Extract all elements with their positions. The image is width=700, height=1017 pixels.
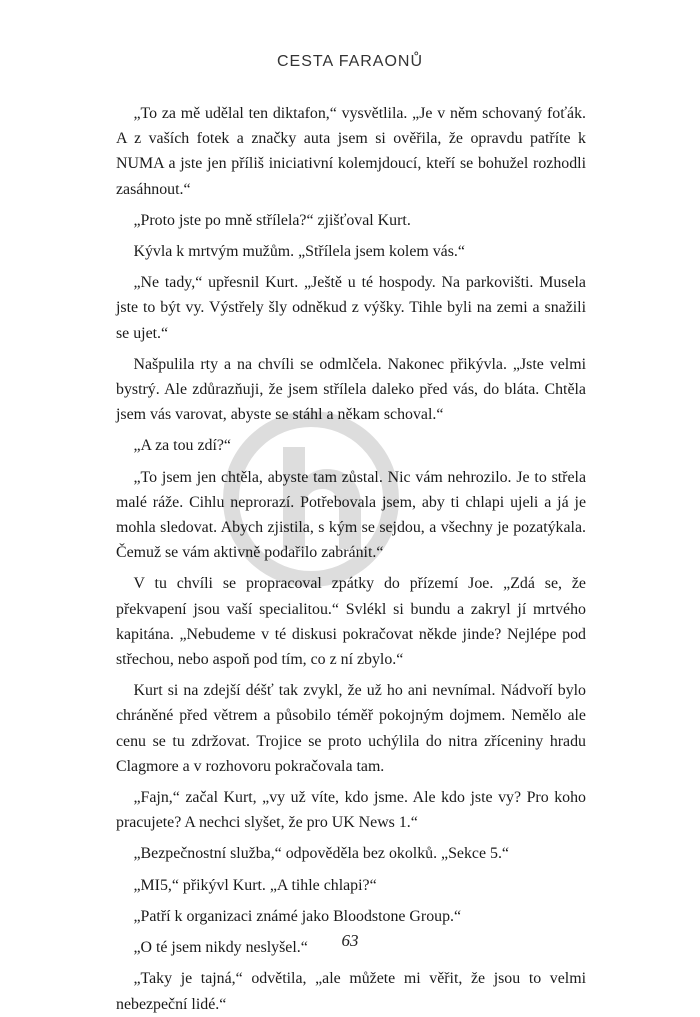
paragraph: Kývla k mrtvým mužům. „Střílela jsem kolem vás.“: [133, 243, 465, 261]
paragraph: „Fajn,“ začal Kurt, „vy už víte, kdo jsme. Ale kdo jste vy? Pro koho pracujete? A nechci slyšet, že pro UK News 1.“: [116, 789, 586, 832]
paragraph: „Taky je tajná,“ odvětila, „ale můžete mi věřit, že jsou to velmi nebezpeční lidé.“: [116, 970, 586, 1013]
paragraph: „A za tou zdí?“: [133, 437, 231, 455]
paragraph: „Bezpečnostní služba,“ odpověděla bez okolků. „Sekce 5.“: [133, 845, 509, 863]
paragraph: „To za mě udělal ten diktafon,“ vysvětlila. „Je v něm schovaný foťák. A z vaších fotek a značky auta jsem si ověřila, že opravdu patříte k NUMA a jste jen příliš iniciativní kolemjdoucí, kteří se bohužel rozhodli zasáhnout.“: [116, 105, 586, 198]
paragraph: „Ne tady,“ upřesnil Kurt. „Ještě u té hospody. Na parkovišti. Musela jste to být vy. Výstřely šly odněkud z výšky. Tihle byli na zemi a snažili se ujet.“: [116, 274, 586, 342]
paragraph: Našpulila rty a na chvíli se odmlčela. Nakonec přikývla. „Jste velmi bystrý. Ale zdůrazňuji, že jsem střílela daleko před vás, do bláta. Chtěla jsem vás varovat, abyste se stáhl a někam schoval.“: [116, 355, 586, 424]
paragraph: „MI5,“ přikývl Kurt. „A tihle chlapi?“: [133, 876, 377, 894]
running-title: CESTA FARAONŮ: [276, 53, 424, 70]
paragraph: „Patří k organizaci známé jako Bloodstone Group.“: [133, 907, 462, 925]
page-number: 63: [341, 931, 359, 950]
paragraph: Kurt si na zdejší déšť tak zvykl, že už ho ani nevnímal. Nádvoří bylo chráněné před větrem a působilo téměř pokojným dojmem. Nemělo ale cenu se tu zdržovat. Trojice se proto uchýlila do nitra zříceniny hradu Clagmore a v rozhovoru pokračovala tam.: [116, 682, 586, 775]
paragraph: „To jsem jen chtěla, abyste tam zůstal. Nic vám nehrozilo. Je to střela malé ráže. Cihlu neprorazí. Potřebovala jsem, aby ti chlapi ujeli a já je mohla sledovat. Abych zjistila, s kým se sejdou, a všechny je pozatýkala. Čemuž se vám aktivně podařilo zabránit.“: [116, 468, 586, 562]
paragraph: V tu chvíli se propracoval zpátky do přízemí Joe. „Zdá se, že překvapení jsou vaší specialitou.“ Svlékl si bundu a zakryl jí mrtvého kapitána. „Nebudeme v té diskusi pokračovat někde jinde? Nejlépe pod střechou, nebo aspoň pod tím, co z ní zbylo.“: [116, 575, 586, 669]
paragraph: „Proto jste po mně střílela?“ zjišťoval Kurt.: [133, 211, 411, 229]
paragraph: „O té jsem nikdy neslyšel.“: [133, 939, 308, 957]
body-text: [116, 101, 586, 1017]
